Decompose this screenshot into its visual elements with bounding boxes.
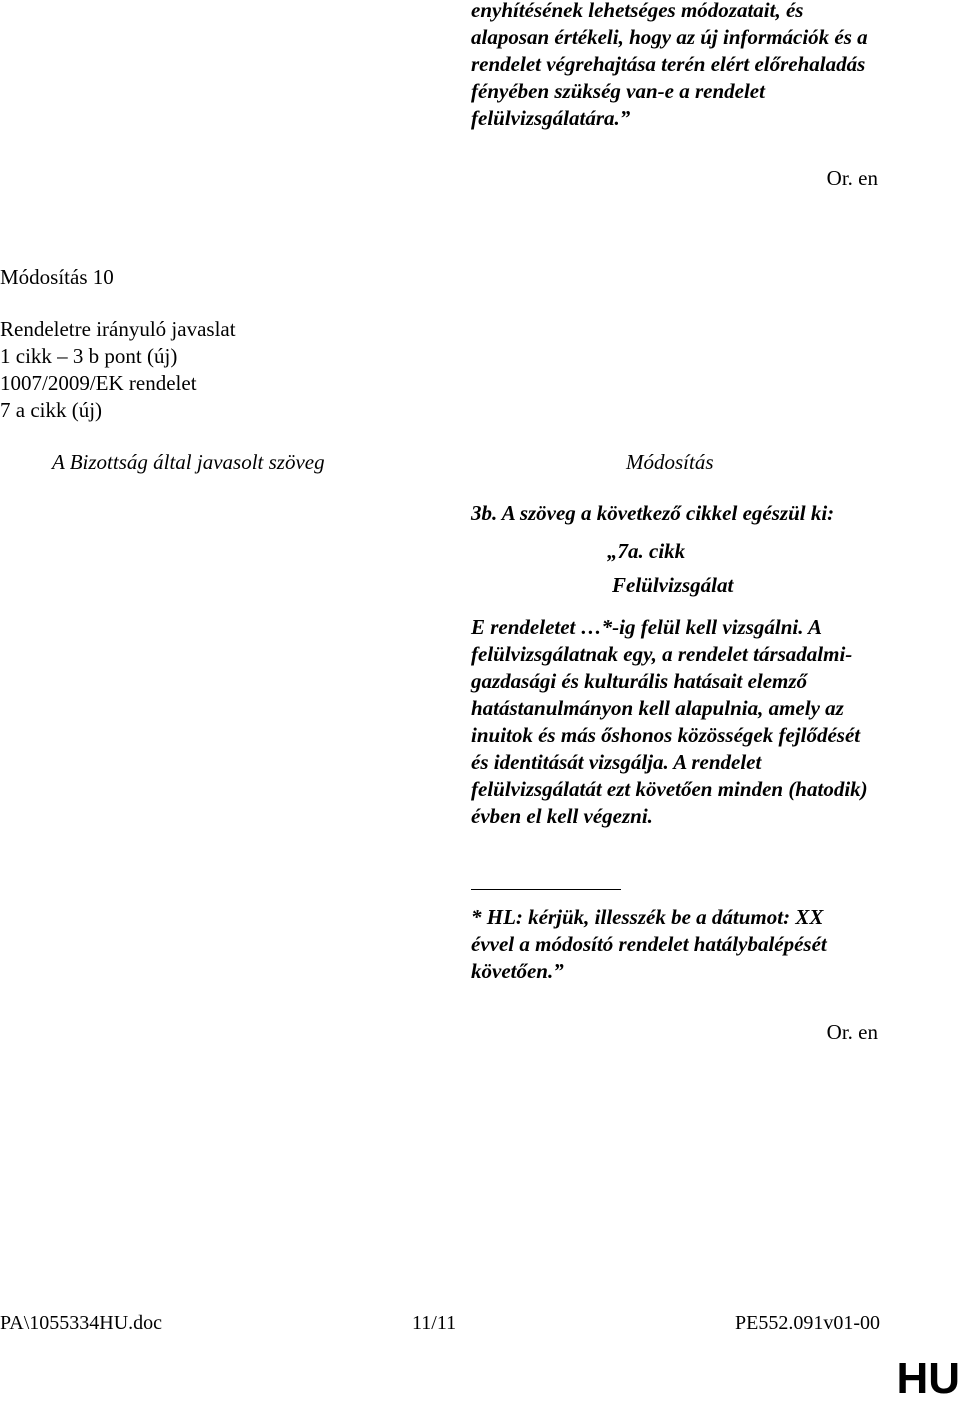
- original-language-label: Or. en: [826, 166, 878, 190]
- original-language-label: Or. en: [826, 1020, 878, 1044]
- footer-page-number: 11/11: [412, 1312, 457, 1334]
- continued-amendment-text: enyhítésének lehetséges módozatait, és alaposan értékeli, hogy az új információk és a rendelet végrehajtása terén elért előrehaladás fényében szükség van-e a rendelet felülvizsgálatára.”: [471, 0, 868, 130]
- proposal-line: 1007/2009/EK rendelet: [0, 371, 197, 395]
- commission-text-header: A Bizottság által javasolt szöveg: [52, 450, 325, 474]
- proposal-line: 7 a cikk (új): [0, 398, 103, 422]
- language-code: HU: [896, 1354, 960, 1403]
- article-body: E rendeletet …*-ig felül kell vizsgálni. A felülvizsgálatnak egy, a rendelet társadalmi-gazdasági és kulturális hatásait elemző hatástanulmányon kell alapulnia, amely az inuitok és más őshonos közösségek fejlődését és identitását vizsgálja. A rendelet felülvizsgálatát ezt követően minden (hatodik) évben el kell végezni.: [471, 615, 868, 828]
- proposal-line: Rendeletre irányuló javaslat: [0, 317, 236, 341]
- footer-reference: PE552.091v01-00: [735, 1312, 880, 1334]
- article-number: „7a. cikk: [607, 539, 686, 563]
- article-title: Felülvizsgálat: [612, 573, 734, 597]
- footer-document-name: PA\1055334HU.doc: [0, 1312, 163, 1334]
- proposal-line: 1 cikk – 3 b pont (új): [0, 344, 178, 368]
- footnote: * HL: kérjük, illesszék be a dátumot: XX évvel a módosító rendelet hatálybalépését követően.”: [471, 905, 827, 983]
- footnote-divider: [471, 889, 621, 890]
- proposal-reference: [0, 316, 236, 424]
- amendment-column-header: Módosítás: [626, 450, 714, 474]
- amendment-point: 3b. A szöveg a következő cikkel egészül ki:: [471, 501, 835, 525]
- amendment-title: Módosítás 10: [0, 265, 114, 289]
